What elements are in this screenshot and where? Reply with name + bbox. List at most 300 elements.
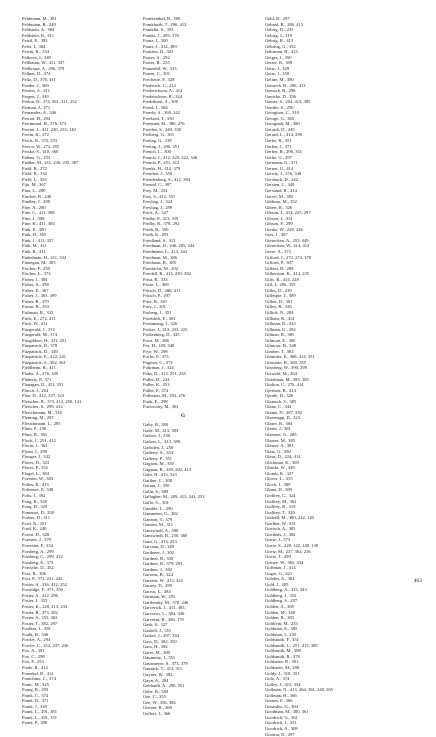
index-entry: Goetz, M., 237, 362, 216 [265, 548, 311, 554]
index-entry: Flock, J., 291, 412 [22, 437, 56, 443]
index-entry: Gehring, G., 352 [265, 43, 296, 49]
index-entry: Fleischer, R., 373, 412, 250, 141 [22, 398, 82, 404]
index-entry: Godfrey, R., 319 [265, 504, 296, 510]
index-entry: Goldberg, S., 297 [265, 598, 298, 604]
index-entry: Franz, J., 412, 389 [143, 43, 177, 49]
index-entry: Foltmore, P., 348 [22, 487, 54, 493]
index-entry: Fincher, B., 246 [22, 193, 52, 199]
index-entry: Feldmann, R., 249 [22, 21, 56, 27]
index-entry: Golden, R., 383 [265, 615, 294, 621]
index-entry: Goldsmith, F., 351 [265, 637, 299, 643]
index-entry: Ford, N., 351 [22, 520, 47, 526]
index-entry: Gallo, G., 301 [143, 500, 169, 506]
index-entry: Geiger, J., 350 [265, 54, 292, 60]
index-entry: Froberg, J., 351 [143, 309, 172, 315]
index-entry: Gammeter, G., 382 [143, 511, 178, 517]
index-entry: Fritsch, D., 286, 413 [143, 287, 181, 293]
index-entry: Fink, M., 411 [22, 243, 47, 249]
index-entry: Goethals, J., 384 [265, 531, 296, 537]
index-entry: Fuhs, D., 413, 251, 255 [143, 371, 186, 376]
index-entry: Field, B., 272 [22, 165, 47, 171]
index-entry: Gerstand, R., 414 [265, 187, 297, 193]
index-entry: Gebhardt, A., 290, 351 [143, 683, 185, 689]
index-entry: Flugel, L., 384 [22, 470, 49, 476]
index-entry: Fuhrman, J., 324 [143, 365, 174, 371]
index-entry: Fox, F., 253 [22, 659, 44, 665]
index-entry: Gillman, D., 323 [265, 321, 296, 327]
index-entry: Gartman, W., 255 [143, 594, 176, 600]
index-entry: Franks, J., 293, 378 [143, 32, 179, 38]
index-entry: Fowler, C., 412, 237, 236 [22, 642, 69, 648]
index-entry: Foster, A., 412, 296 [22, 592, 58, 598]
index-entry: Golden, A., 385 [265, 603, 294, 609]
index-entry: Gies, J., 307 [265, 232, 288, 238]
index-entry: Gillick, N., 284 [265, 309, 294, 315]
index-entry: Gibson, P., 299 [265, 221, 293, 227]
index-entry: Glomb, K., 327 [265, 470, 294, 476]
index-entry: Foulk, B., 346 [22, 631, 49, 637]
index-entry: Glaus, D., 224, 414 [265, 454, 301, 460]
index-entry: Gilmour, H., 348 [265, 343, 297, 349]
index-entry: Freudenberg, S., 412, 384 [143, 176, 191, 182]
index-entry: Fong, R., 328 [22, 498, 47, 504]
index-entry: Fiju, M., 367 [22, 182, 46, 188]
index-entry: Fleischer, S., 299, 412 [22, 404, 63, 410]
index-entry: Forsberg, E., 373 [22, 559, 54, 565]
index-entry: Fink, J., 411, 337 [22, 237, 54, 243]
index-entry: Gee, W., 356, 384 [143, 699, 176, 705]
index-entry: Goldsmith, R., 378 [265, 653, 300, 659]
index-entry: Feldmann, M., 381 [22, 16, 57, 21]
index-entry: Goetsch, A., 385 [265, 526, 296, 532]
index-entry: Frank, L., 291, 331 [22, 714, 57, 720]
index-entry: Fridh, R., 350 [143, 226, 169, 232]
index-entry: Gilic, R., 414, 228 [265, 276, 299, 282]
index-entry: Fullerton, M., 293, 276 [143, 393, 186, 399]
index-entry: Glaser, J., 381 [265, 426, 291, 432]
index-entry: Fitzpatrick, S., 302, 361 [22, 359, 66, 365]
index-entry: Fellhouse, A., 296, 379 [22, 65, 65, 71]
index-entry: Ford, K., 240 [22, 526, 47, 532]
index-entry: Fetsko, S., 410, 360 [22, 149, 59, 155]
index-entry: Fidene, G., 253 [22, 154, 51, 160]
index-entry: Gillespie, J., 389 [265, 293, 296, 299]
index-entry: Feistl, E., 383 [22, 38, 48, 44]
index-entry: Gibson, J., 414, 225, 297 [265, 210, 311, 216]
index-entry: Georgiadi, M., 380 [265, 121, 300, 127]
index-entry: Godfrey, T., 320 [265, 509, 295, 515]
index-entry: Garrens, B., 324 [143, 572, 173, 578]
index-entry: Gold, J., 285 [265, 581, 289, 587]
index-entry: Glasser, M., 385 [265, 437, 296, 443]
index-entry: Gahr, H., 413, 323 [143, 472, 177, 478]
index-entry: Gaffney, P., 351 [143, 455, 173, 461]
index-entry: Gardner, R., 379, 293 [143, 561, 183, 567]
index-entry: Gohdes, A., 384 [265, 576, 295, 582]
index-entry: Flinn, P., 290 [22, 426, 47, 432]
index-entry: Frye, W., 298 [143, 348, 168, 354]
index-entry: Fischer, F., 250 [22, 265, 50, 271]
index-entry: Goldstein, M., 298 [265, 664, 300, 670]
index-entry: Gersten, L., 349 [265, 182, 295, 188]
index-entry: Fostridge, F., 371, 350 [22, 587, 63, 593]
index-entry: Gemrich, B., 296, 413 [265, 82, 306, 88]
index-entry: Goldman, I., 230 [265, 631, 296, 637]
index-entry: Fuller, D., 224 [143, 376, 170, 382]
index-entry: Germann, G., 371 [265, 160, 298, 166]
index-entry: Felix, I., 384 [22, 43, 46, 49]
index-entry: Gallagher, M., 209, 413, 244, 253 [143, 494, 205, 500]
index-entry: Forrester, F., 334 [22, 542, 53, 548]
index-entry: Frick, A., 327 [143, 210, 169, 216]
index-entry: Godsell, M., 380, 242, 140 [265, 515, 314, 521]
index-entry: Gee, C., 355 [143, 694, 166, 700]
index-entry: Golden, M., 348 [265, 609, 295, 615]
index-entry: Goldstein, R., 381 [265, 659, 299, 665]
index-entry: Goffman, J., 414 [265, 565, 296, 571]
index-entry: Gilbertson, K., 414, 235 [265, 271, 310, 277]
index-entry: Gayner, W., 382 [143, 671, 173, 677]
index-entry: Gimsone, B., 300, 355 [265, 359, 307, 365]
index-entry: Froker, J., 413, 233, 225 [143, 326, 188, 332]
index-entry: Gaither, C., 300 [143, 477, 172, 483]
index-entry: Geitz, J., 329 [265, 65, 290, 71]
index-entry: Glover, L., 355 [265, 476, 293, 482]
index-entry: Gass, D., 382, 350 [143, 638, 177, 644]
index-entry: Foster, S., 355, 363 [22, 615, 58, 621]
index-entry: Goldsmith, L., 251, 415, 385 [265, 642, 318, 648]
index-column-1 [22, 16, 126, 726]
index-entry: Fong, D., 329 [22, 504, 48, 510]
index-entry: Fenton, A., 411 [22, 88, 50, 94]
index-entry: Gimber, T., 383 [265, 348, 294, 354]
index-entry: Garverm, R., 366, 170 [143, 616, 184, 622]
index-entry: Freeman, M., 386, 276 [143, 121, 185, 127]
index-entry: Fink, H., 365 [22, 232, 47, 238]
index-entry: Fitzgibbon, H., 411, 251 [22, 337, 67, 343]
index-entry: Gadow, J., 350 [143, 433, 171, 439]
index-entry: Gifford, P., 307 [265, 260, 294, 266]
index-entry: Gagnon, M., 350 [143, 461, 174, 467]
index-entry: Gagnon, R., 249, 292, 413 [143, 466, 192, 472]
index-entry: Frokenberg, D., 325 [143, 332, 180, 338]
index-entry: Freiden, S., 249, 330 [143, 126, 182, 132]
index-entry: Gimmler, E., 368, 414, 351 [265, 354, 315, 360]
index-entry: Ferrin, K., 372 [22, 132, 49, 138]
index-entry: Gayn, A., 284 [143, 677, 169, 683]
index-entry: Fink, R., 411 [22, 248, 46, 254]
index-entry: Gentile, S., 250 [265, 104, 294, 110]
index-entry: Gersbach, D., 242 [265, 176, 298, 182]
index-entry: Frost, M., 286 [143, 337, 169, 343]
index-entry: Fitzgerald, M., 374 [22, 332, 57, 338]
index-entry: Giulton, C., 276, 414 [265, 382, 304, 388]
index-entry: Fredericksen, R., 324 [143, 93, 183, 99]
index-entry: Fine, C., 411, 308 [22, 210, 55, 216]
index-entry: Frommang, J., 326 [143, 321, 178, 327]
index-entry: Gomes, F., 366 [265, 698, 293, 704]
index-entry: Friedrichs, M., 292 [143, 265, 178, 271]
index-entry: Glanz, C., 344 [265, 404, 292, 410]
index-entry: Fritz, J., 301 [143, 304, 166, 310]
index-entry: Flooger, J., 332 [22, 454, 51, 460]
index-entry: Forsberg, A., 299 [22, 548, 54, 554]
index-entry: Gadsden, J., 250 [143, 444, 174, 450]
index-entry: Gerbe, R., 351 [265, 138, 292, 144]
index-entry: Feltz, D., 370, 411 [22, 77, 56, 83]
index-entry: Fina, L., 280 [22, 187, 46, 193]
index-entry: Fishman, R., 332 [22, 309, 54, 315]
index-entry: Foster, K., 228, 413, 233 [22, 603, 68, 609]
index-entry: Ferris, R., 372, 253 [22, 138, 58, 144]
index-entry: Glatzer, A., 381 [265, 443, 294, 449]
index-entry: Garrens, W., 413, 324 [143, 577, 183, 583]
index-entry: Fisher, J., 384 [22, 276, 48, 282]
index-entry: Furlowsky, M., 381 [143, 404, 179, 410]
index-entry: Gannon, T., 379 [143, 516, 173, 522]
index-entry: Gilley, R., 326 [265, 304, 292, 310]
index-entry: Gaskel, J., 297, 384 [143, 633, 179, 639]
index-entry: Glantz, N., 287, 282 [265, 409, 303, 415]
index-entry: Feldstein, A., 384 [22, 27, 55, 33]
index-entry: Findley, J., 298 [22, 199, 50, 205]
index-entry: Glinski, W., 349 [265, 465, 295, 471]
index-entry: Glock, J., 389 [265, 481, 291, 487]
index-entry: Forest, D., 328 [22, 531, 50, 537]
index-entry: Foster, R., 373, 382 [22, 609, 58, 615]
index-entry: Gill, J., 296, 355 [265, 282, 296, 288]
index-entry: Glunz, D., 389 [265, 487, 292, 493]
index-entry: Frederickson, A., 412 [143, 88, 183, 94]
section-letter: G [180, 412, 186, 419]
index-entry: Golley, J., 415, 334 [265, 681, 301, 687]
index-entry: Forsberg, C., 299, 412 [22, 554, 63, 560]
index-entry: Freitag, J., 290, 351 [143, 143, 180, 149]
index-entry: Gadow, L., 413, 390 [143, 439, 181, 445]
index-entry: Gardner, J., 382 [143, 566, 172, 572]
index-entry: Fugimo, C., 372 [143, 359, 173, 365]
index-entry: Fender, J., 300 [22, 82, 49, 88]
index-entry: Forbes, D., 311 [22, 515, 50, 521]
index-entry: Goodrich, J., 413 [265, 720, 297, 726]
index-entry: Fine, J., 308 [22, 215, 45, 221]
index-entry: Fox, C., 298 [22, 653, 45, 659]
index-entry: Genicke, D., 356 [265, 93, 296, 99]
index-entry: Forester, J., 379 [22, 537, 51, 543]
index-entry: French, L., 300 [143, 149, 171, 155]
index-entry: Gibson, J., 414 [265, 215, 293, 221]
index-entry: Fridby, P., 413, 319 [143, 215, 179, 221]
index-entry: Flanagan, D., 411, 351 [22, 382, 64, 388]
index-entry: Flax, D., 412, 337, 323 [22, 393, 65, 399]
index-entry: Garvoros, L., 384, 346 [143, 610, 185, 616]
index-entry: Goetz, J., 373 [265, 537, 291, 543]
index-entry: Friedman, M., 386 [143, 254, 177, 260]
index-entry: Gerardi, D., 245 [265, 126, 295, 132]
index-entry: Fine, A., 280 [22, 204, 46, 210]
index-entry: Frank, C., 374 [22, 692, 49, 698]
index-entry: Ferrari, H., 294 [22, 115, 51, 121]
index-entry: Gerner, G., 414 [265, 165, 294, 171]
index-entry: Gebe, B., 384 [143, 688, 169, 694]
index-entry: Ganswindt, R., 250, 360 [143, 533, 188, 539]
index-entry: Gerbe, G., 297 [265, 154, 292, 160]
index-entry: Franz, J., 300 [143, 38, 168, 44]
index-entry: Gaffney, A., 354 [143, 450, 174, 456]
index-entry: Fuchs, F., 373 [143, 354, 169, 360]
index-entry: Gillett, D., 301 [265, 298, 293, 304]
index-entry: Gjerde, D., 326 [265, 393, 294, 399]
index-entry: Foulkes, I., 350 [22, 626, 51, 632]
index-entry: Feicht, R., 334 [22, 49, 49, 55]
index-entry: Fitzpatrick, D., 349 [22, 348, 58, 354]
index-entry: Freuden, J., 350 [143, 171, 173, 177]
index-entry: Goldberg, J., 352 [265, 592, 297, 598]
index-entry: Flasch, J., 264 [22, 387, 49, 393]
index-entry: Freyhag, J., 299 [143, 204, 173, 210]
index-entry: Geitz, J., 350 [265, 71, 290, 77]
index-entry: Gerber, R., 296, 351 [265, 149, 303, 155]
index-entry: Fisher, J., 365, 399 [22, 293, 57, 299]
index-entry: Frankfurth, T., 296, 412 [143, 21, 187, 27]
index-entry: Flader, A., 276, 349 [22, 371, 59, 376]
index-entry: Franc, M., 325 [22, 681, 49, 687]
index-entry: Fitzpatrick, E., 222, 241 [22, 354, 67, 360]
index-entry: Gollman, H., 366 [265, 692, 297, 698]
index-entry: Gamble, L., 290 [143, 505, 173, 511]
index-entry: Giswold, M., 264 [265, 371, 297, 376]
index-entry: Giese, A., 373 [265, 248, 291, 254]
index-entry: Giesecken, W., 414, 414 [265, 243, 310, 249]
index-entry: Geesen, R., 369 [143, 705, 172, 711]
index-entry: Fisher, E., 367 [22, 287, 49, 293]
index-entry: Fost, P., 372, 231, 242 [22, 576, 63, 582]
index-entry: Glaser, R., 384 [265, 420, 293, 426]
index-entry: Flesichmann, L., 285 [22, 420, 61, 426]
index-entry: Gant, G., 413, 253 [143, 538, 177, 544]
index-entry: Fergen, J., 349 [22, 93, 49, 99]
index-entry: Frade, R., 412 [22, 664, 48, 670]
index-entry: Fitch, E., 272, 411 [22, 315, 56, 321]
index-entry: Fraenkel, R., 412 [22, 670, 54, 676]
index-entry: Geffert, J., 366 [143, 710, 171, 716]
index-entry: Friedell, R., 413, 250, 382 [143, 271, 191, 277]
index-entry: Garrus, L., 384 [143, 588, 171, 594]
index-entry: Fuller, P., 374 [143, 387, 169, 393]
index-entry: Flaherty, P., 371 [22, 376, 52, 382]
index-entry: Goldberg, A., 415, 343 [265, 587, 307, 593]
index-entry: Franklin, S., 353 [143, 27, 174, 33]
index-entry: Gerard, L., 414, 299 [265, 132, 302, 138]
index-entry: Flynn, J., 298 [22, 448, 47, 454]
index-entry: Garverick, J., 413, 383 [143, 605, 185, 611]
index-entry: Goldy, J., 318, 351 [265, 670, 300, 676]
index-entry: Gardener, J., 302 [143, 549, 175, 555]
index-entry: Gilliam, B., 414 [265, 315, 295, 321]
index-entry: Galin, S., 389 [143, 488, 169, 494]
index-entry: Gardonsky, M., 378, 246 [143, 599, 189, 605]
index-entry: Fisher, R., 370 [22, 298, 49, 304]
index-entry: Frechette, P., 328 [143, 77, 175, 83]
index-entry: Fitzpatrick, B., 378 [22, 343, 58, 349]
index-entry: Fraser, A., 292 [143, 54, 170, 60]
index-entry: Gibert, R., 326 [265, 204, 293, 210]
index-entry: Gilbert, R., 289 [265, 265, 294, 271]
index-entry: Fridby, R., 378, 292 [143, 221, 180, 227]
index-entry: Goodman, M., 380, 361 [265, 709, 309, 715]
index-entry: Gogot, G., 421 [265, 570, 293, 576]
index-entry: Georgiton, C., 310 [265, 110, 299, 116]
index-entry: Fraser, R., 255 [143, 60, 170, 66]
index-entry: Froehlich, E., 381 [143, 315, 176, 321]
index-entry: Gervil, M., 385 [265, 193, 294, 199]
index-entry: Freund, C., 387 [143, 182, 172, 188]
index-entry: Foster, J., 355 [22, 598, 48, 604]
index-entry: Funk, E., 298 [143, 398, 168, 404]
index-entry: Frankenthal, B., 306 [143, 16, 181, 21]
index-entry: Fiedler, M., 411, 236, 235, 387 [22, 160, 79, 166]
index-entry: Frey, M., 254 [143, 187, 168, 193]
index-entry: Golz, A., 374 [265, 676, 290, 682]
index-entry: Gass, H., 382 [143, 644, 168, 650]
index-entry: Ferkin, D., 374, 361, 411, 252 [22, 99, 77, 105]
index-entry: Gaitan, J., 350 [143, 483, 170, 489]
index-entry: Giesecken, A., 255, 349 [265, 237, 309, 243]
index-entry: Fuller, K., 253 [143, 382, 170, 388]
index-entry: Fritsch, P., 297 [143, 293, 171, 299]
index-entry: Gilmore, E., 300 [265, 337, 296, 343]
index-entry: Folts, J., 392 [22, 493, 46, 499]
index-entry: Gardner, B., 350 [143, 555, 174, 561]
index-entry: Fowler, A., 294 [22, 637, 51, 643]
index-entry: Fraunshil, W., 333 [143, 65, 177, 71]
index-entry: Freedy, A., 369, 242 [143, 110, 180, 116]
index-entry: Gehl, D., 297 [265, 16, 290, 21]
index-entry: Goetz, T., 299 [265, 554, 291, 560]
index-entry: Friedman, R., 385 [143, 260, 176, 266]
index-entry: Genter, S., 264, 413, 385 [265, 99, 311, 105]
index-entry: Gordon, D., 297 [265, 731, 295, 737]
index-entry: Feldstein, R., 411 [22, 32, 55, 38]
index-entry: Frey, S., 412, 351 [143, 193, 176, 199]
index-entry: Franchino, C., 374 [22, 676, 56, 682]
index-entry: Gehred, R., 286, 413 [265, 21, 304, 27]
index-entry: Foster, A., 336, 412, 252 [22, 581, 67, 587]
index-entry: Glickman, K., 308 [265, 459, 299, 465]
index-entry: Fru, H., 249, 348 [143, 343, 175, 349]
index-entry: Goetz, S., 228, 142, 140, 139 [265, 542, 319, 548]
index-entry: Fink, E., 380 [22, 226, 46, 232]
index-entry: Friedmann, L., 413, 343 [143, 248, 188, 254]
index-entry: Gausmeyer, S., 373, 379 [143, 660, 188, 666]
index-entry: Glatz, G., 350 [265, 448, 291, 454]
index-entry: Friedland, S., 413 [143, 237, 176, 243]
index-entry: Gates, M., 300 [143, 649, 170, 655]
index-entry: Fisher, A., 298 [22, 282, 49, 288]
index-entry: Freeland, T., 350 [143, 115, 174, 121]
index-entry: Freed, J., 384 [143, 104, 168, 110]
index-entry: Frank, D., 371 [22, 698, 49, 704]
index-entry: Fontenot, D., 350 [22, 509, 54, 515]
index-entry: Felkova, J., 349 [22, 54, 51, 60]
index-entry: Gaumnitz, J., 351 [143, 655, 176, 661]
index-entry: Friedman, D., 246, 205, 244 [143, 243, 195, 249]
index-entry: Geiser, R., 309 [265, 60, 293, 66]
index-entry: Freiberg, G., 301 [143, 132, 175, 138]
index-entry: Forsythe, D., 352 [22, 565, 54, 571]
index-entry: Fellbaum, W., 411, 337 [22, 60, 65, 66]
index-entry: Fervor, W., 272, 255 [22, 143, 60, 149]
